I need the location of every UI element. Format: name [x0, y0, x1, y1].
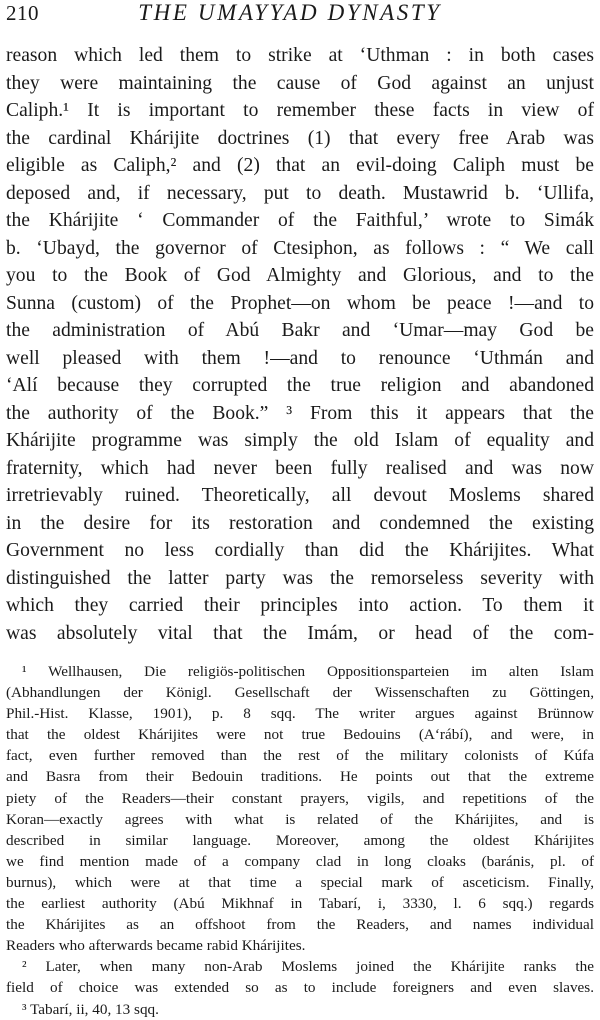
footnote-line: that the oldest Khárijites were not true Bedouins (A‘rábí), and were, in — [6, 726, 594, 744]
footnote-line: (Abhandlungen der Königl. Gesellschaft der Wissenschaften zu Göttingen, — [6, 684, 594, 702]
footnote-line: the Khárijites as an offshoot from the Readers, and names individual — [6, 916, 594, 934]
text-line: the Khárijite ‘ Commander of the Faithful,’ wrote to Simák — [6, 210, 594, 231]
footnote-line: fact, even further removed than the rest of the military colonists of Kúfa — [6, 747, 594, 765]
main-text — [6, 42, 594, 647]
footnote-line: described in similar language. Moreover, among the oldest Khárijites — [6, 831, 594, 849]
text-line: the authority of the Book.” ³ From this it appears that the — [6, 402, 594, 424]
footnote-line: field of choice was extended so as to include foreigners and even slaves. — [6, 979, 594, 997]
footnote-line: Readers who afterwards became rabid Khárijites. — [6, 937, 306, 955]
text-line: irretrievably ruined. Theoretically, all devout Moslems shared — [6, 485, 594, 506]
text-line: reason which led them to strike at ‘Uthman : in both cases — [6, 45, 594, 66]
footnote-line: we find mention made of a company clad in long cloaks (baránis, pl. of — [6, 852, 594, 870]
text-line: they were maintaining the cause of God against an unjust — [6, 72, 594, 94]
text-line: was absolutely vital that the Imám, or head of the com- — [6, 622, 594, 644]
text-line: Caliph.¹ It is important to remember these facts in view of — [6, 100, 594, 121]
text-line: eligible as Caliph,² and (2) that an evil-doing Caliph must be — [6, 155, 594, 176]
text-line: Khárijite programme was simply the old Islam of equality and — [6, 430, 594, 451]
footnote-line: ³ Tabarí, ii, 40, 13 sqq. — [22, 1000, 159, 1018]
text-line: Government no less cordially than did the Khárijites. What — [6, 540, 594, 561]
text-line: in the desire for its restoration and condemned the existing — [6, 512, 594, 534]
footnote-line: burnus), which were at that time a special mark of asceticism. Finally, — [6, 873, 594, 891]
text-line: Sunna (custom) of the Prophet—on whom be peace !—and to — [6, 292, 594, 314]
footnotes — [6, 661, 594, 1020]
text-line: you to the Book of God Almighty and Glorious, and to the — [6, 265, 594, 286]
text-line: the administration of Abú Bakr and ‘Umar—may God be — [6, 320, 594, 341]
book-title: THE UMAYYAD DYNASTY — [138, 0, 442, 25]
text-line: deposed and, if necessary, put to death. Mustawrid b. ‘Ullifa, — [6, 182, 594, 204]
footnote-line: Koran—exactly agrees with what is related of the Khárijites, and is — [6, 810, 594, 828]
footnote-line: ² Later, when many non-Arab Moslems joined the Khárijite ranks the — [22, 958, 594, 976]
footnote-line: the earliest authority (Abú Mikhnaf in Tabarí, i, 3330, l. 6 sqq.) regards — [6, 895, 594, 913]
text-line: fraternity, which had never been fully realised and was now — [6, 457, 594, 479]
footnote-line: Phil.-Hist. Klasse, 1901), p. 8 sqq. The writer argues against Brünnow — [6, 705, 594, 723]
text-line: well pleased with them !—and to renounce ‘Uthmán and — [6, 347, 594, 369]
running-head — [6, 0, 594, 40]
text-line: which they carried their principles into action. To them it — [6, 595, 594, 616]
footnote-line: and Basra from their Bedouin traditions. He points out that the extreme — [6, 768, 594, 786]
text-line: the cardinal Khárijite doctrines (1) that every free Arab was — [6, 127, 594, 149]
page-number: 210 — [6, 1, 39, 25]
footnote-line: piety of the Readers—their constant prayers, vigils, and repetitions of the — [6, 789, 594, 807]
footnote-separator — [6, 647, 594, 661]
text-line: b. ‘Ubayd, the governor of Ctesiphon, as follows : “ We call — [6, 237, 594, 259]
footnote-line: ¹ Wellhausen, Die religiös-politischen Oppositionsparteien im alten Islam — [22, 663, 594, 680]
text-line: distinguished the latter party was the remorseless severity with — [6, 567, 594, 589]
text-line: ‘Alí because they corrupted the true religion and abandoned — [6, 375, 594, 396]
